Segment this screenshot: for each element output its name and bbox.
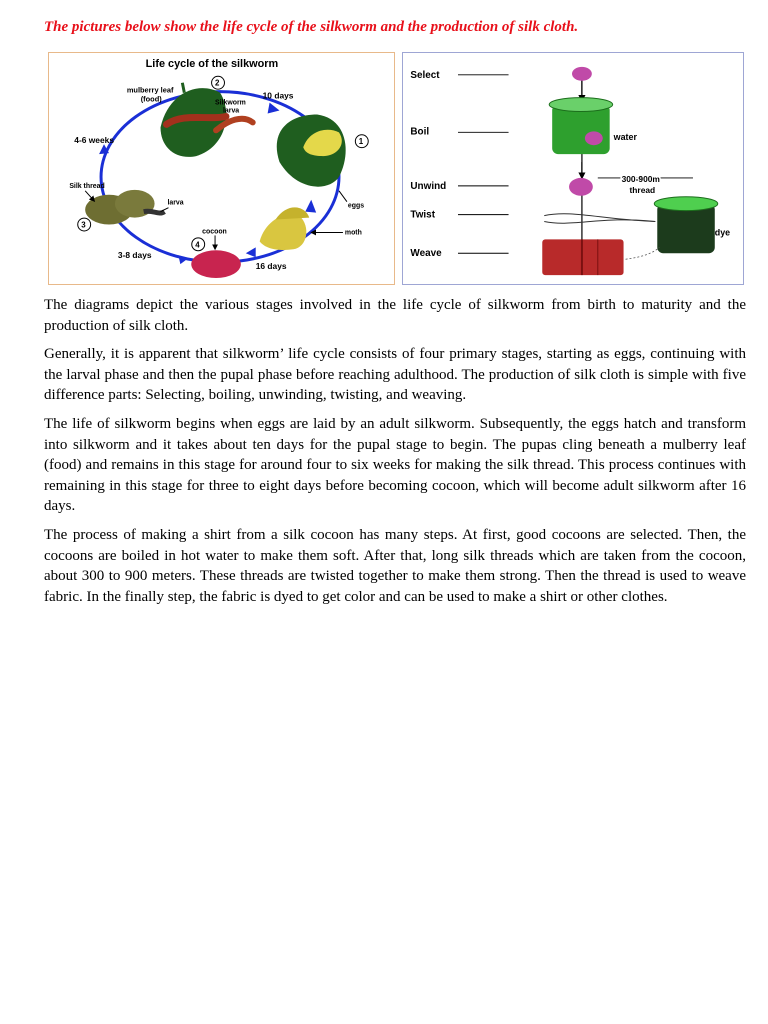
step-twist: Twist [410,209,436,221]
heading: The pictures below show the life cycle of the silkworm and the production of silk cloth. [44,19,579,35]
label-16-days: 16 days [255,261,287,272]
silk-thread-pointer [85,191,93,200]
cocoon-icon [191,250,241,278]
stage-number-4: 4 [195,240,200,250]
label-moth: moth [344,229,362,237]
label-silkworm: Silkworm [215,99,246,107]
label-mulberry-leaf: mulberry leaf [126,85,174,95]
label-thread: thread [629,184,656,195]
paragraph-3: The life of silkworm begins when eggs are laid by an adult silkworm. Subsequently, the eggs hatch and transform into silkworm and it takes about ten days for the pupal stage to begin. The pupas cling beneath a mulberry leaf (food) and remains in this stage for around four to six weeks for making the silk thread. This process continues with remaining in this stage for three to eight days before becoming cocoon, which will become adult silkworm after 16 days. [44,415,746,515]
label-cocoon: cocoon [202,228,227,236]
eggs-pointer [339,191,347,202]
label-mulberry-food: (food) [140,94,162,104]
silk-production-diagram [402,52,744,285]
label-larva: larva [167,199,184,207]
label-3-8-days: 3-8 days [117,250,152,261]
stage-number-1: 1 [358,137,364,147]
unwind-cocoon-icon [569,178,593,196]
moth-wing-icon [276,207,310,219]
label-eggs: eggs [347,202,365,210]
boil-pot-icon [552,105,610,155]
step-select: Select [410,69,440,81]
step-unwind: Unwind [410,180,447,192]
paragraph-4: The process of making a shirt from a silk cocoon has many steps. At first, good cocoons are selected. Then, the cocoons are boiled in hot water to make them soft. After that, long silk threads which are taken from the cocoon, about 300 to 900 meters. These threads are twisted together to make them strong. Then the thread is used to weave fabric. In the finally step, the fabric is dyed to get color and can be used to make a shirt or other clothes. [44,526,746,605]
cycle-arrowhead-right [305,200,316,213]
dye-pot-rim-icon [654,197,717,211]
life-cycle-title: Life cycle of the silkworm [145,57,279,70]
label-dye: dye [714,227,731,238]
label-larva-top: larva [222,107,240,115]
essay-body [44,295,746,615]
cycle-arrowhead-top [268,103,280,114]
label-water: water [613,132,637,143]
stage-number-2: 2 [215,78,220,88]
paragraph-2: Generally, it is apparent that silkworm’ life cycle consists of four primary stages, starting as eggs, continuing with the larval phase and then the pupal phase before reaching adulthood. The production of silk cloth is simple with five difference parts: Selecting, boiling, unwinding, twisting, and weaving. [44,346,746,404]
stage-number-3: 3 [81,220,86,230]
selected-cocoon-icon [572,67,592,81]
step-weave: Weave [410,248,442,260]
life-cycle-diagram [48,52,395,285]
dye-pot-icon [657,204,715,254]
label-thread-length: 300-900m [621,173,660,184]
cycle-arrowhead-bottom [246,247,256,257]
larva-pointer [161,208,169,212]
paragraph-1: The diagrams depict the various stages involved in the life cycle of silkworm from birth to maturity and the production of silk cloth. [44,297,746,334]
moth-icon [260,214,307,250]
label-4-6-weeks: 4-6 weeks [74,135,115,146]
cloth-to-dye-arrow [626,247,660,259]
boil-pot-rim-icon [549,98,612,112]
boiling-cocoon-icon [585,131,603,145]
label-10-days: 10 days [262,90,294,101]
twisted-thread-icon-2 [544,220,655,223]
mulberry-leaf-stem-icon [182,83,184,93]
woven-cloth-icon [542,239,623,275]
step-boil: Boil [410,126,430,138]
label-silk-thread: Silk thread [69,182,105,190]
